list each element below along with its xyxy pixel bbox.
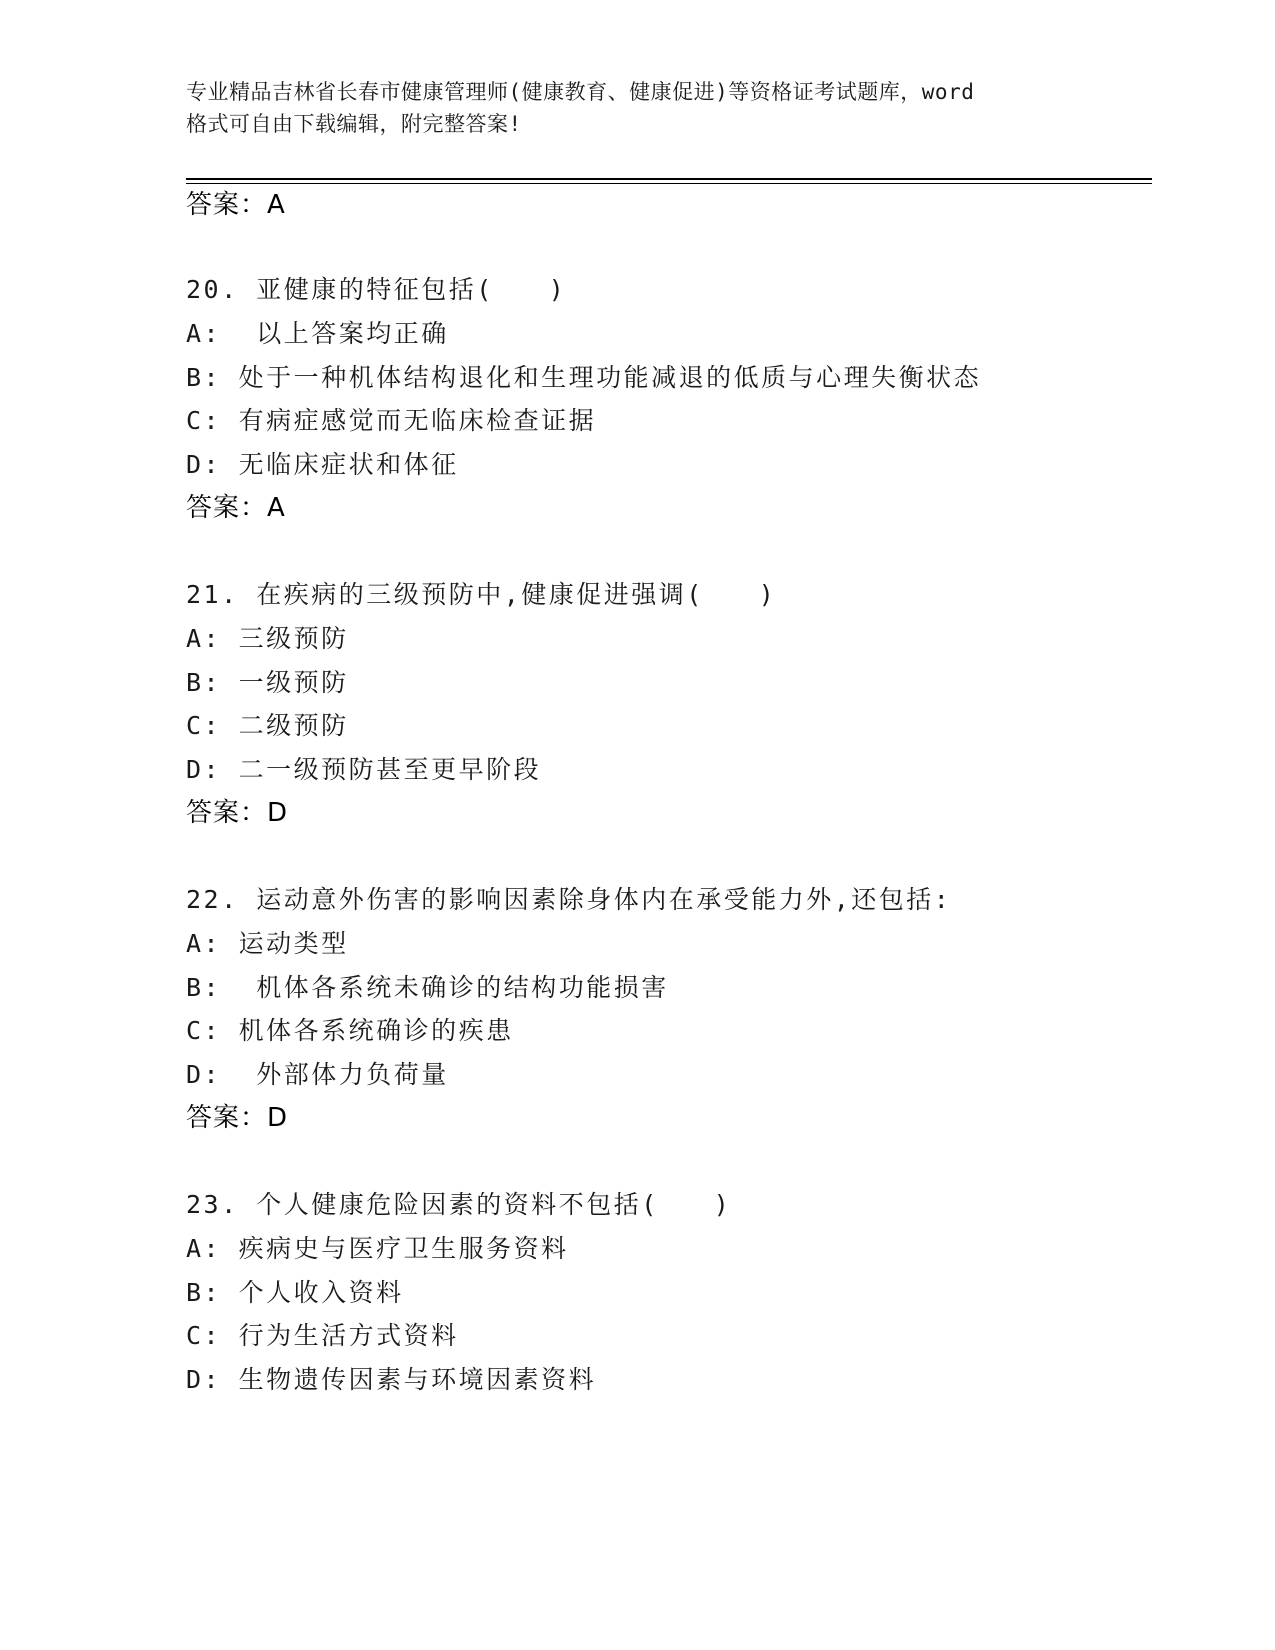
header-line-1: 专业精品吉林省长春市健康管理师(健康教育、健康促进)等资格证考试题库，word xyxy=(186,80,975,104)
option-a: A: 三级预防 xyxy=(186,624,349,653)
option-d: D: 无临床症状和体征 xyxy=(186,450,459,479)
header-rule-thin xyxy=(186,183,1152,184)
header-rule xyxy=(186,178,1152,180)
answer: 答案：A xyxy=(186,493,286,523)
question-stem: 21. 在疾病的三级预防中,健康促进强调( ) xyxy=(186,580,777,609)
option-b: B: 处于一种机体结构退化和生理功能减退的低质与心理失衡状态 xyxy=(186,363,982,392)
question-stem: 22. 运动意外伤害的影响因素除身体内在承受能力外,还包括: xyxy=(186,885,952,914)
option-a: A: 疾病史与医疗卫生服务资料 xyxy=(186,1234,569,1263)
option-a: A: 运动类型 xyxy=(186,929,349,958)
option-b: B: 个人收入资料 xyxy=(186,1278,404,1307)
question-stem: 20. 亚健康的特征包括( ) xyxy=(186,275,567,304)
option-a: A: 以上答案均正确 xyxy=(186,319,449,348)
header-line-2: 格式可自由下载编辑，附完整答案! xyxy=(186,112,522,136)
option-b: B: 一级预防 xyxy=(186,668,349,697)
option-d: D: 外部体力负荷量 xyxy=(186,1060,449,1089)
option-d: D: 二一级预防甚至更早阶段 xyxy=(186,755,542,784)
answer: 答案：D xyxy=(186,798,289,828)
answer: 答案：D xyxy=(186,1103,289,1133)
previous-answer: 答案：A xyxy=(186,190,286,220)
option-c: C: 机体各系统确诊的疾患 xyxy=(186,1016,514,1045)
option-c: C: 有病症感觉而无临床检查证据 xyxy=(186,406,597,435)
document-header xyxy=(186,76,1086,140)
option-d: D: 生物遗传因素与环境因素资料 xyxy=(186,1365,597,1394)
question-stem: 23. 个人健康危险因素的资料不包括( ) xyxy=(186,1190,732,1219)
option-c: C: 二级预防 xyxy=(186,711,349,740)
option-c: C: 行为生活方式资料 xyxy=(186,1321,459,1350)
option-b: B: 机体各系统未确诊的结构功能损害 xyxy=(186,973,669,1002)
